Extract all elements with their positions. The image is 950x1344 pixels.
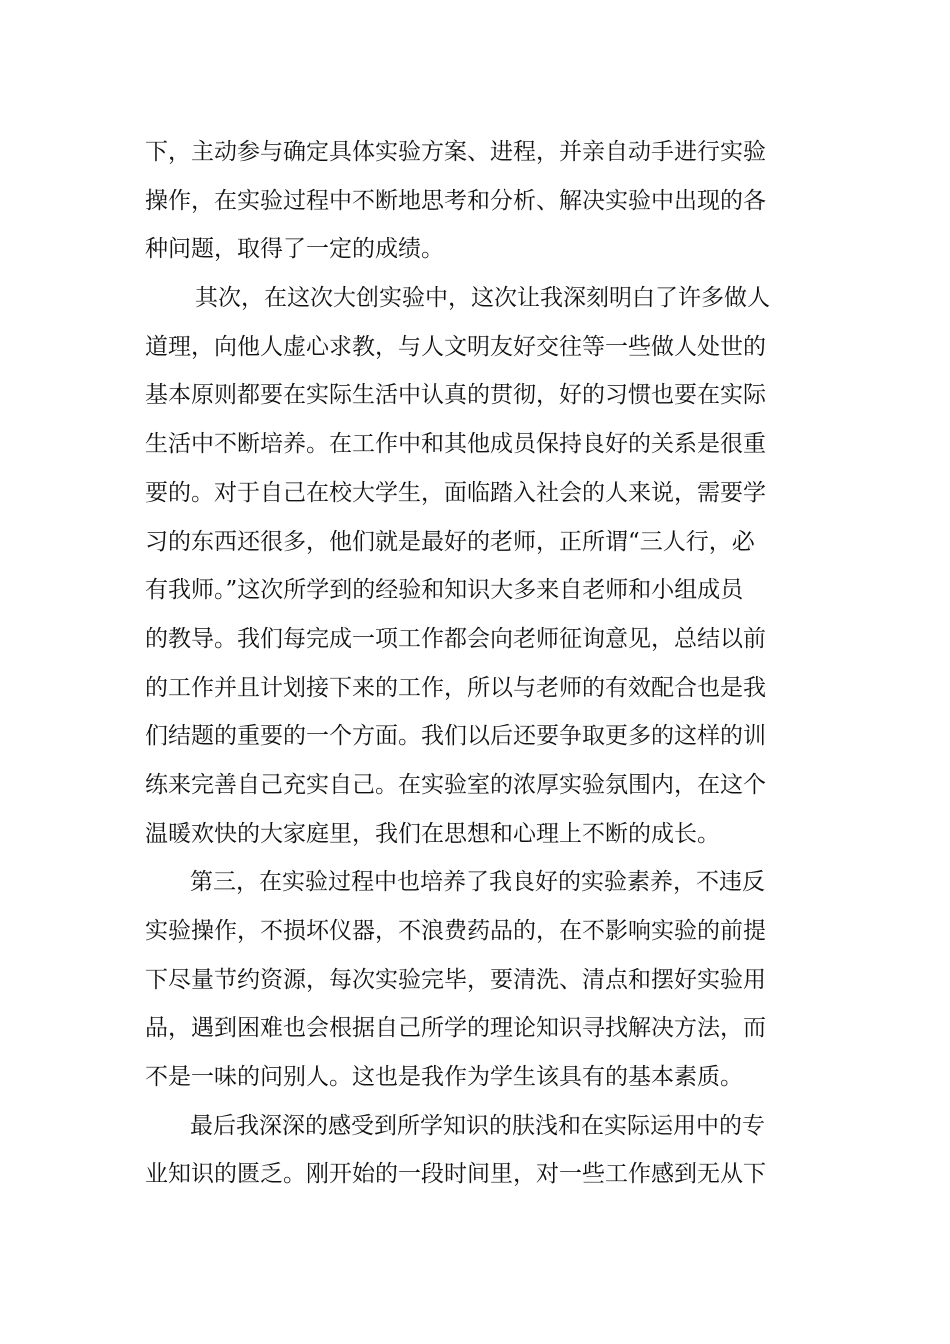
text-line: 温暖欢快的大家庭里，我们在思想和心理上不断的成长。 [145, 820, 720, 847]
text-line: 不是一味的问别人。这也是我作为学生该具有的基本素质。 [145, 1064, 743, 1091]
text-line: 练来完善自己充实自己。在实验室的浓厚实验氛围内，在这个 [145, 771, 766, 798]
text-line: 生活中不断培养。在工作中和其他成员保持良好的关系是很重 [145, 431, 766, 458]
paragraph-first-line: 最后我深深的感受到所学知识的肤浅和在实际运用中的专 [190, 1112, 765, 1139]
text-line: 们结题的重要的一个方面。我们以后还要争取更多的这样的训 [145, 723, 766, 750]
text-line: 基本原则都要在实际生活中认真的贯彻，好的习惯也要在实际 [145, 382, 766, 409]
text-line: 品，遇到困难也会根据自己所学的理论知识寻找解决方法，而 [145, 1015, 766, 1042]
text-line: 下，主动参与确定具体实验方案、进程，并亲自动手进行实验 [145, 139, 766, 165]
text-line: 操作，在实验过程中不断地思考和分析、解决实验中出现的各 [145, 187, 766, 214]
paragraph-first-line: 其次，在这次大创实验中，这次让我深刻明白了许多做人 [195, 285, 770, 312]
text-line: 下尽量节约资源，每次实验完毕，要清洗、清点和摆好实验用 [145, 966, 766, 993]
text-line: 种问题，取得了一定的成绩。 [145, 236, 444, 263]
text-line: 道理，向他人虚心求教，与人文明友好交往等一些做人处世的 [145, 333, 766, 360]
document-body [145, 128, 805, 1199]
text-line: 的教导。我们每完成一项工作都会向老师征询意见，总结以前 [145, 625, 766, 652]
text-line: 的工作并且计划接下来的工作，所以与老师的有效配合也是我 [145, 674, 766, 701]
text-line: 习的东西还很多，他们就是最好的老师，正所谓“三人行，必 [145, 528, 755, 555]
text-line: 业知识的匮乏。刚开始的一段时间里，对一些工作感到无从下 [145, 1161, 766, 1188]
text-line: 要的。对于自己在校大学生，面临踏入社会的人来说，需要学 [145, 479, 766, 506]
paragraph-first-line: 第三，在实验过程中也培养了我良好的实验素养，不违反 [190, 869, 765, 896]
text-line: 有我师。”这次所学到的经验和知识大多来自老师和小组成员 [145, 577, 744, 604]
text-line: 实验操作，不损坏仪器，不浪费药品的，在不影响实验的前提 [145, 918, 766, 944]
